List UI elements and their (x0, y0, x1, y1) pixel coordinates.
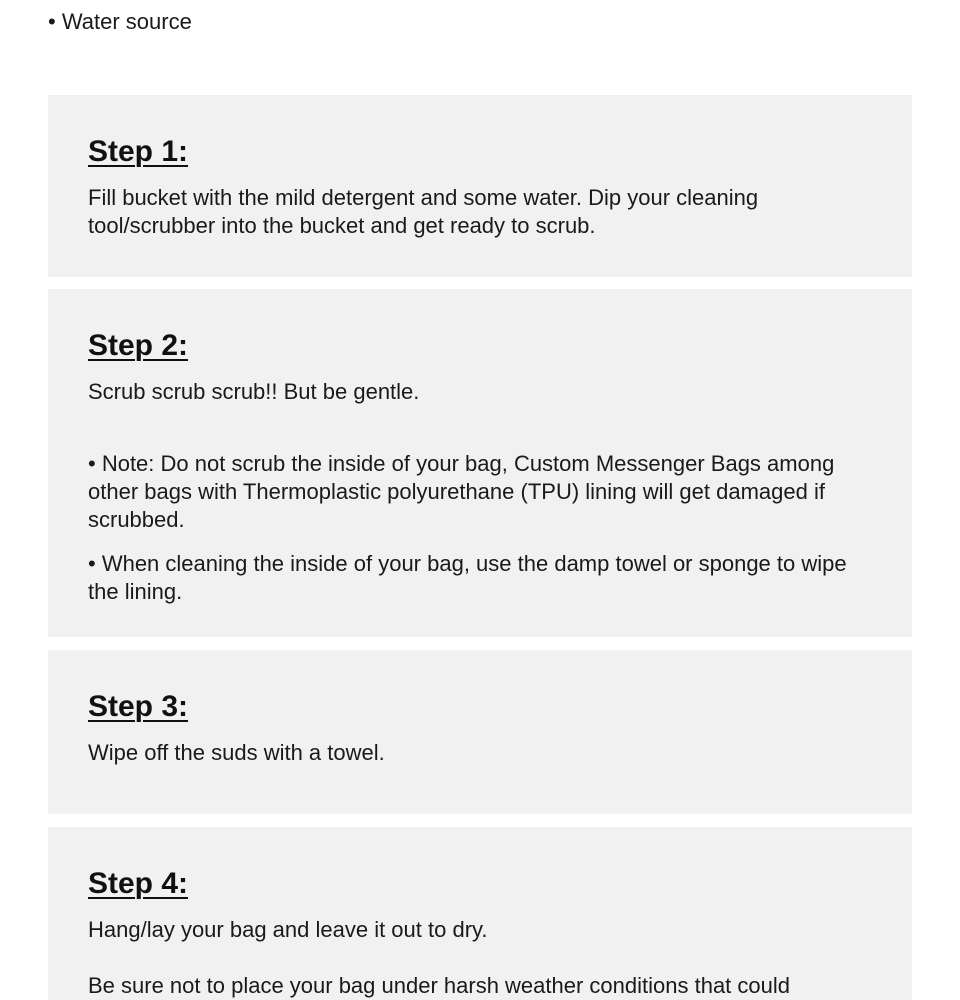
step-card-3 (48, 650, 912, 814)
step-2-note-tpu-lining: • Note: Do not scrub the inside of your bag, Custom Messenger Bags among other bags with Thermoplastic polyurethane (TPU) lining will get damaged if scrubbed. (88, 451, 835, 532)
step-1-text: Fill bucket with the mild detergent and some water. Dip your cleaning tool/scrubber into the bucket and get ready to scrub. (88, 185, 759, 238)
step-2-title: Step 2: (88, 329, 189, 362)
step-2-text: Scrub scrub scrub!! But be gentle. (88, 379, 420, 404)
step-3-title: Step 3: (88, 690, 189, 723)
step-card-4 (48, 827, 912, 1000)
step-3-text: Wipe off the suds with a towel. (88, 740, 385, 765)
step-card-2 (48, 289, 912, 637)
step-card-1 (48, 95, 912, 277)
step-4-title: Step 4: (88, 867, 189, 900)
step-4-text: Hang/lay your bag and leave it out to dry. (88, 917, 488, 942)
materials-list-item-water-source: • Water source (48, 9, 192, 34)
step-2-note-inside-cleaning: • When cleaning the inside of your bag, use the damp towel or sponge to wipe the lining. (88, 551, 847, 604)
step-4-weather-warning: Be sure not to place your bag under harsh weather conditions that could (88, 973, 791, 998)
step-1-title: Step 1: (88, 135, 189, 168)
